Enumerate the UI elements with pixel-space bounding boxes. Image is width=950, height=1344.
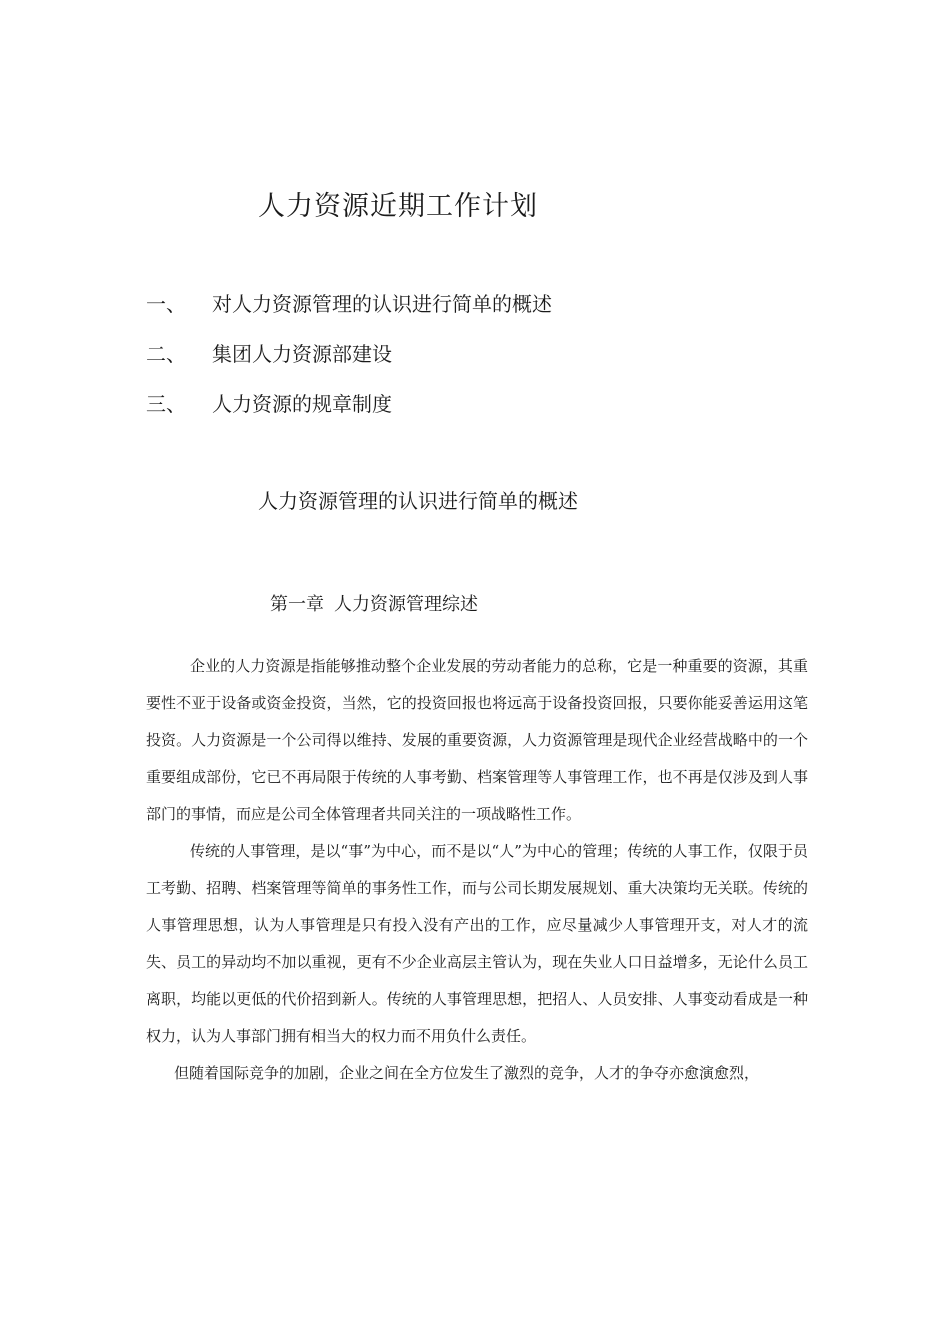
toc-item-number: 一、: [146, 292, 186, 316]
toc-item-number: 三、: [146, 392, 186, 416]
section-heading: 人力资源管理的认识进行简单的概述: [258, 489, 578, 513]
chapter-title: 人力资源管理综述: [334, 594, 478, 615]
toc-item-2: [146, 338, 392, 367]
toc-item-text: 人力资源的规章制度: [212, 392, 392, 416]
toc-item-text: 集团人力资源部建设: [212, 342, 392, 366]
paragraph-1: 企业的人力资源是指能够推动整个企业发展的劳动者能力的总称，它是一种重要的资源，其重要性不亚于设备或资金投资，当然，它的投资回报也将远高于设备投资回报，只要你能妥善运用这笔投资。人力资源是一个公司得以维持、发展的重要资源，人力资源管理是现代企业经营战略中的一个重要组成部份，它已不再局限于传统的人事考勤、档案管理等人事管理工作，也不再是仅涉及到人事部门的事情，而应是公司全体管理者共同关注的一项战略性工作。: [146, 657, 808, 823]
toc-item-1: [146, 288, 552, 317]
toc-item-number: 二、: [146, 342, 186, 366]
toc-item-3: [146, 388, 392, 417]
paragraph-2: 传统的人事管理，是以“事”为中心，而不是以“人”为中心的管理；传统的人事工作，仅限于员工考勤、招聘、档案管理等简单的事务性工作，而与公司长期发展规划、重大决策均无关联。传统的人事管理思想，认为人事管理是只有投入没有产出的工作，应尽量减少人事管理开支，对人才的流失、员工的异动均不加以重视，更有不少企业高层主管认为，现在失业人口日益增多，无论什么员工离职，均能以更低的代价招到新人。传统的人事管理思想，把招人、人员安排、人事变动看成是一种权力，认为人事部门拥有相当大的权力而不用负什么责任。: [146, 842, 808, 1045]
chapter-heading: [270, 590, 478, 616]
paragraph-3: 但随着国际竞争的加剧，企业之间在全方位发生了激烈的竞争，人才的争夺亦愈演愈烈，: [174, 1064, 760, 1082]
body-text: [146, 648, 808, 1092]
chapter-number: 第一章: [270, 594, 324, 615]
document-title: 人力资源近期工作计划: [258, 191, 538, 222]
toc-item-text: 对人力资源管理的认识进行简单的概述: [212, 292, 552, 316]
